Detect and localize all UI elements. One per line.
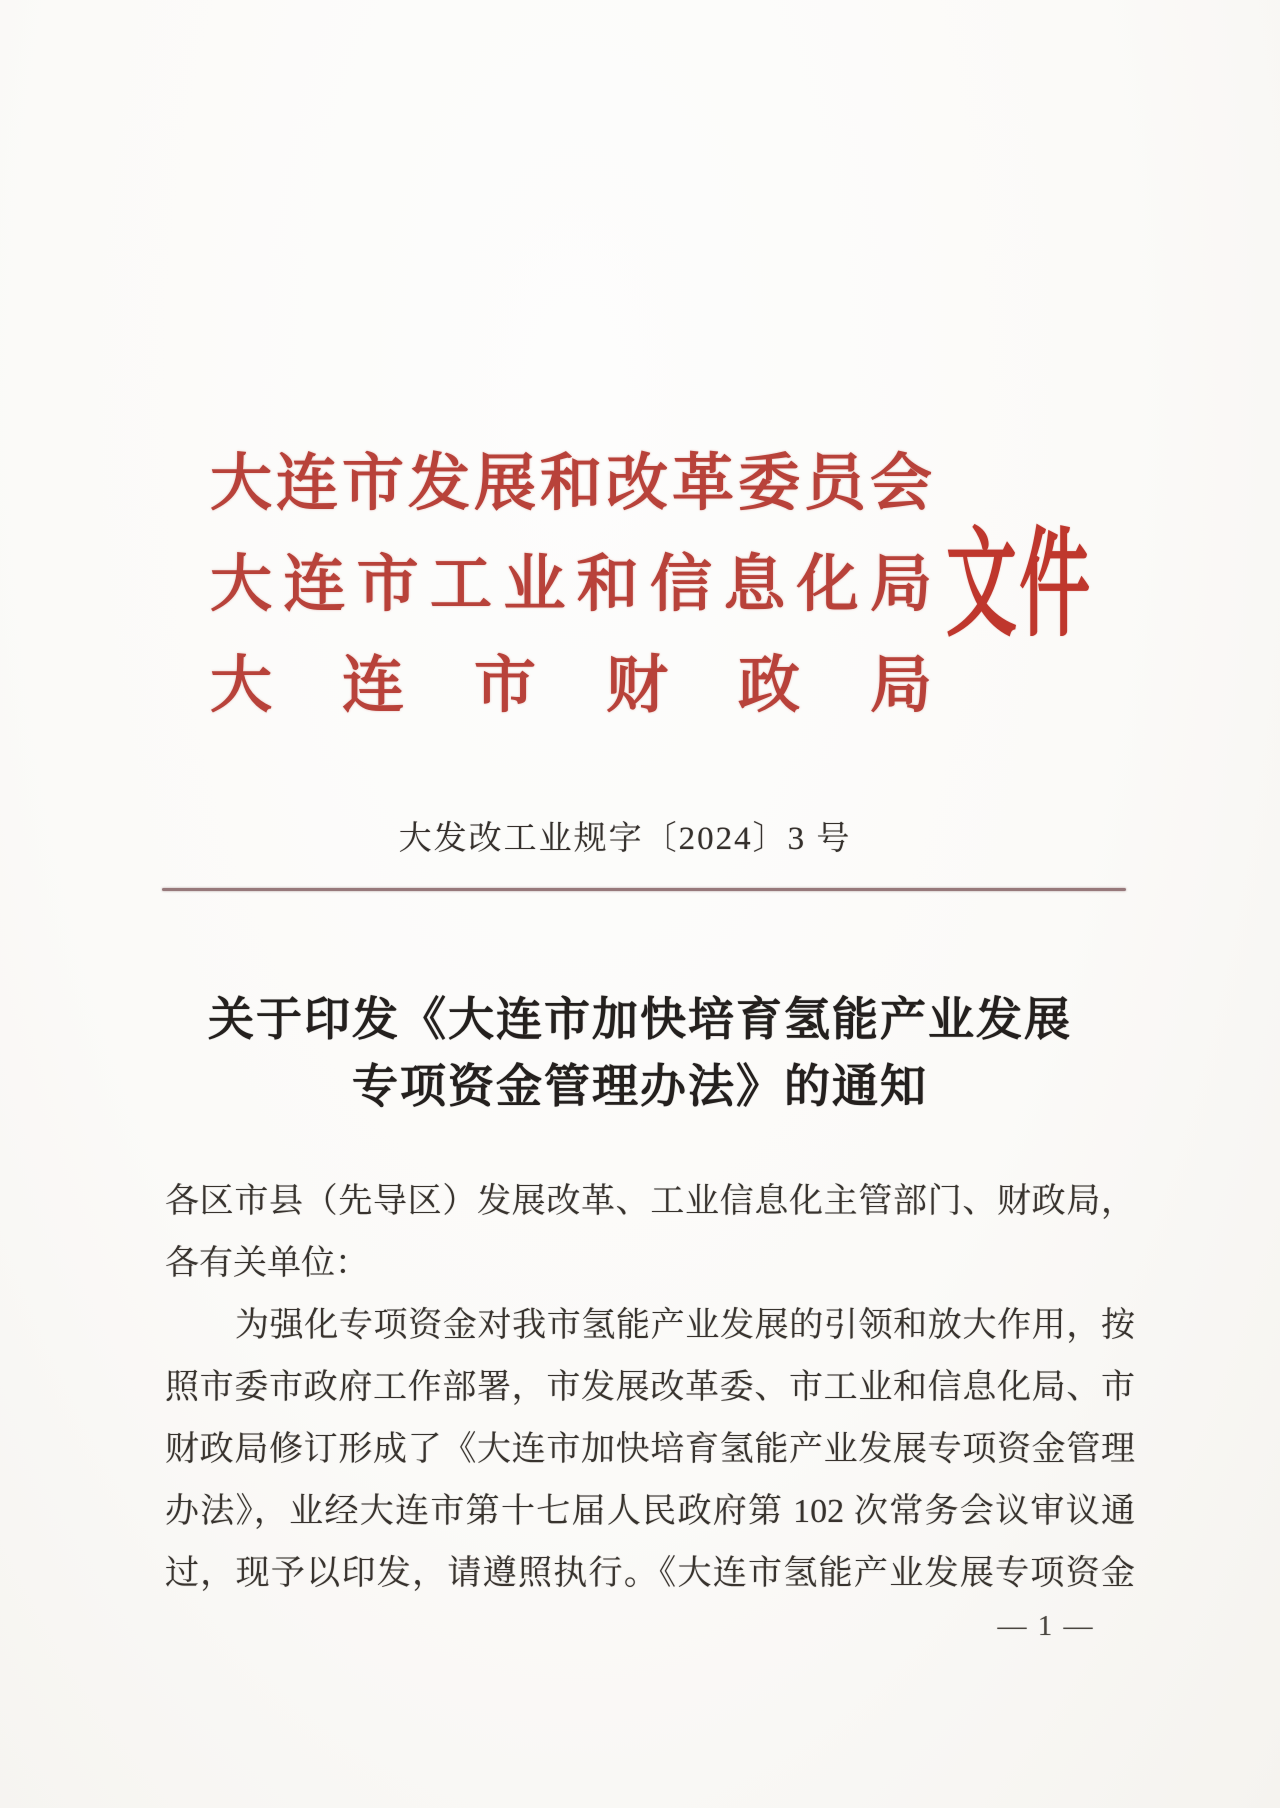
- body-line: 各有关单位：: [165, 1245, 369, 1282]
- body-line: 过，现予以印发，请遵照执行。《大连市氢能产业发展专项资金: [165, 1555, 1135, 1592]
- document-title-line-2: 专项资金管理办法》的通知: [352, 1061, 928, 1112]
- page-number: — 1 —: [997, 1610, 1095, 1642]
- body-line: 为强化专项资金对我市氢能产业发展的引领和放大作用，按: [235, 1307, 1135, 1344]
- document-title: [0, 986, 1280, 1120]
- body-line: 照市委市政府工作部署，市发展改革委、市工业和信息化局、市: [165, 1369, 1135, 1406]
- org-name-line-3: 大连市财政局: [210, 652, 932, 720]
- document-type-label: 文件: [946, 520, 1093, 651]
- body-line: 办法》，业经大连市第十七届人民政府第 102 次常务会议审议通: [165, 1493, 1135, 1530]
- body-line: 各区市县（先导区）发展改革、工业信息化主管部门、财政局，: [165, 1183, 1135, 1220]
- body-line: 财政局修订形成了《大连市加快培育氢能产业发展专项资金管理: [165, 1431, 1135, 1468]
- document-body: [165, 1171, 1135, 1605]
- org-name-line-2: 大连市工业和信息化局: [210, 551, 932, 619]
- red-separator-line: [162, 888, 1126, 891]
- org-name-line-1: 大连市发展和改革委员会: [210, 450, 932, 518]
- document-title-line-1: 关于印发《大连市加快培育氢能产业发展: [208, 994, 1072, 1045]
- document-number: 大发改工业规字〔2024〕3 号: [398, 821, 852, 857]
